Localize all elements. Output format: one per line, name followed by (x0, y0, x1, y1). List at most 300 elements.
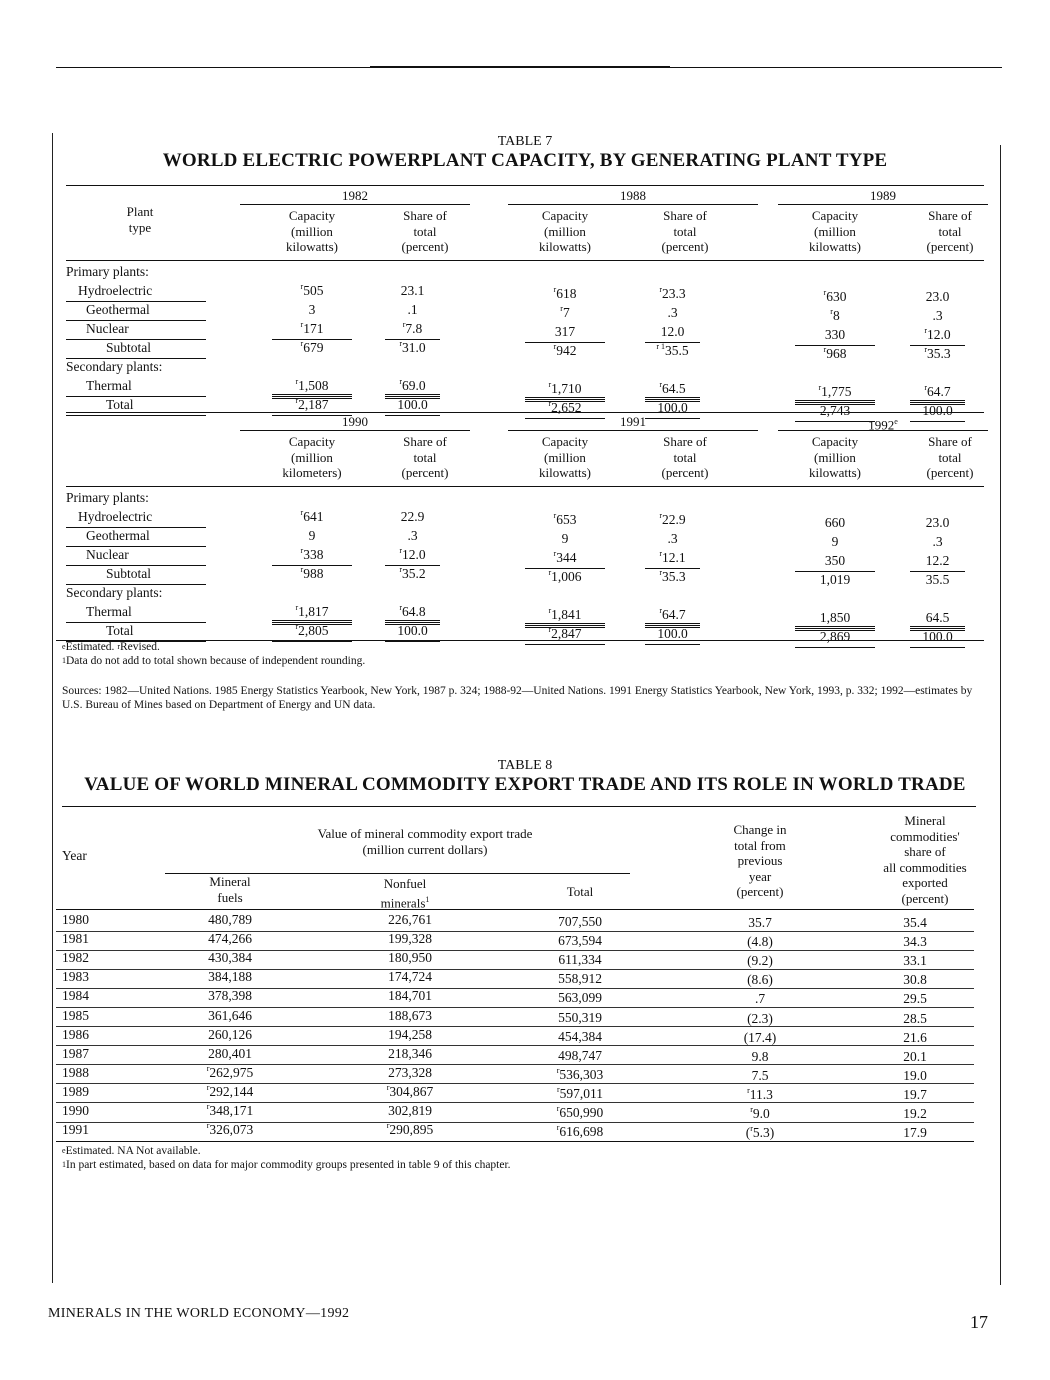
table8-nonfuel-header (340, 876, 470, 910)
table7-footnote-1: $^e$Estimated. $^r$Revised. (62, 641, 160, 653)
table8-cell-r9-c3: $^r$597,011 (556, 1084, 604, 1101)
table7-top-share-header-0-line: (percent) (401, 239, 449, 254)
table7-bottom-year-rule-1 (508, 430, 758, 431)
table7-bottom-total-under-rule-3 (645, 644, 700, 645)
table8-share-header (860, 813, 990, 906)
table7-bottom-share-header-0 (370, 434, 480, 481)
table8-cell-r10-c1: $^r$348,171 (206, 1102, 254, 1118)
table7-top-cell-r1-c2: $^r$7 (560, 304, 570, 320)
table7-top-row-label-3: Nuclear (86, 321, 129, 336)
table7-bottom-cell-r1-c0: 9 (308, 528, 316, 543)
table7-top-row-label-4: Subtotal (106, 340, 152, 355)
table8-cell-r3-c3: 558,912 (558, 971, 602, 987)
table7-bottom-cell-r2-c5: 12.2 (925, 553, 950, 568)
table7-bottom-cell-r2-c1: $^r$12.0 (399, 546, 426, 562)
table7-bottom-share-header-0-line: total (413, 449, 437, 465)
table7-top-capacity-header-2 (775, 208, 895, 255)
table7-top-share-header-2-line: total (938, 223, 962, 239)
table7-bottom-cell-r5-c1: 100.0 (397, 623, 428, 638)
table7-top-total-double-rule-4 (795, 402, 875, 405)
table7-top-cell-r1-c0: 3 (308, 302, 316, 317)
table8-fuels-header-line: fuels (217, 889, 243, 905)
table8-nonfuel-header-line: minerals$^1$ (380, 894, 430, 910)
table8-value-header (240, 826, 610, 857)
table7-top-cell-r1-c3: .3 (667, 305, 678, 320)
table7-top-capacity-header-1-line: Capacity (541, 208, 589, 223)
table7-bottom-cell-r5-c2: $^r$2,847 (548, 625, 582, 641)
table7-bottom-cell-r5-c5: 100.0 (922, 629, 953, 644)
table8-value-header-line: (million current dollars) (362, 841, 488, 857)
table7-bottom-capacity-header-0-line: (million (291, 449, 333, 465)
table8-cell-r4-c5: 29.5 (903, 991, 927, 1007)
table8-cell-r4-c4: .7 (754, 991, 766, 1007)
table8-cell-r0-c4: 35.7 (748, 915, 772, 930)
table8-cell-r1-c2: 199,328 (388, 931, 432, 947)
table7-bottom-cell-r2-c3: $^r$12.1 (659, 549, 686, 565)
table7-top-share-header-2-line: (percent) (926, 239, 974, 254)
table8-top-rule (62, 806, 976, 807)
table7-bottom-row-label-2: Geothermal (86, 528, 150, 543)
table8-cell-r3-c1: 384,188 (208, 969, 252, 985)
table7-bottom-thermal-rule-3 (645, 623, 700, 624)
table8-cell-r8-c0: 1988 (62, 1064, 89, 1080)
table8-cell-r8-c3: $^r$536,303 (556, 1065, 604, 1082)
table7-top-cell-r5-c5: 100.0 (922, 403, 953, 418)
table8-cell-r10-c4: $^r$9.0 (750, 1105, 770, 1121)
table7-top-cell-r2-c4: 330 (824, 327, 846, 342)
table7-bottom-cell-r1-c2: 9 (561, 531, 569, 546)
table7-bottom-total-under-rule-0 (272, 641, 352, 642)
table7-top-share-header-0-line: total (413, 223, 437, 239)
table7-bottom-share-header-1-line: (percent) (661, 465, 709, 480)
table8-fuels-header-line: Mineral (209, 874, 251, 889)
table8-cell-r2-c2: 180,950 (388, 950, 432, 966)
table7-plant-type-header-line: Plant (126, 204, 154, 219)
table8-cell-r10-c0: 1990 (62, 1103, 89, 1118)
table7-top-cell-r3-c1: $^r$31.0 (399, 339, 426, 355)
left-margin-rule (52, 133, 53, 1283)
table7-bottom-subtotal-rule-4 (795, 571, 875, 572)
table8-cell-r3-c2: 174,724 (388, 969, 432, 985)
table7-bottom-share-header-2-line: Share of (928, 434, 972, 449)
table8-cell-r6-c4: (17.4) (743, 1029, 777, 1045)
table7-top-thermal-rule-3 (645, 397, 700, 398)
table7-top-row-label-7: Total (106, 397, 134, 412)
table7-top-share-header-2 (895, 208, 1005, 255)
table7-bottom-cell-r3-c3: $^r$35.3 (659, 568, 686, 584)
table7-bottom-cell-r5-c4: 2,869 (819, 629, 851, 644)
table8-cell-r3-c0: 1983 (62, 969, 89, 985)
table7-bottom-cell-r1-c4: 9 (831, 534, 839, 549)
table8-change-header-line: previous (737, 853, 783, 868)
table7-footnote-2: $^1$Data do not add to total shown because of independent rounding. (62, 655, 366, 667)
table8-cell-r2-c5: 33.1 (903, 953, 927, 969)
table8-cell-r0-c2: 226,761 (388, 912, 432, 927)
table8-cell-r0-c0: 1980 (62, 912, 89, 927)
table7-bottom-share-header-2-line: total (938, 449, 962, 465)
table7-bottom-capacity-header-2 (775, 434, 895, 481)
table7-top-share-header-1-line: (percent) (661, 239, 709, 254)
table7-bottom-thermal-rule-0 (272, 620, 352, 621)
table8-cell-r7-c0: 1987 (62, 1045, 89, 1061)
table7-top-row-label-0: Primary plants: (66, 264, 149, 279)
table8-cell-r4-c2: 184,701 (388, 988, 432, 1004)
table7-top-capacity-header-0-line: (million (291, 223, 333, 239)
table7-bottom-total-double-rule-1 (385, 622, 440, 625)
table7-top-thermal-rule-0 (272, 394, 352, 395)
table8-cell-r5-c0: 1985 (62, 1007, 89, 1023)
table8-cell-r5-c5: 28.5 (903, 1010, 927, 1026)
table7-bottom-cell-r1-c1: .3 (407, 528, 418, 543)
table7-bottom-share-header-0-line: Share of (403, 434, 447, 449)
table8-cell-r7-c4: 9.8 (751, 1048, 769, 1064)
table7-top-year-rule-1 (508, 204, 758, 205)
table7-top-year-rule-0 (240, 204, 470, 205)
table7-top-cell-r3-c4: $^r$968 (823, 345, 847, 361)
table7-top-row-label-5: Secondary plants: (66, 359, 163, 374)
table8-cell-r2-c1: 430,384 (208, 950, 252, 966)
table7-bottom-header-bottom-rule (66, 486, 984, 487)
top-rule-thick (370, 66, 670, 68)
table7-top-cell-r3-c3: $^{r 1}$35.5 (656, 342, 689, 358)
table8-share-header-line: share of (904, 844, 946, 859)
table7-number: TABLE 7 (497, 134, 553, 149)
table7-top-share-header-0 (370, 208, 480, 255)
table7-top-cell-r3-c0: $^r$679 (300, 339, 324, 355)
table8-cell-r9-c0: 1989 (62, 1083, 89, 1099)
table7-bottom-share-header-0-line: (percent) (401, 465, 449, 480)
table8-total-header: Total (566, 884, 594, 899)
table8-share-header-line: commodities' (890, 828, 960, 844)
table8-cell-r0-c5: 35.4 (903, 915, 927, 930)
table7-bottom-rule (56, 640, 984, 641)
table8-cell-r1-c3: 673,594 (558, 933, 602, 949)
table8-cell-r8-c5: 19.0 (903, 1067, 927, 1083)
table7-bottom-share-header-2 (895, 434, 1005, 481)
table8-cell-r8-c4: 7.5 (751, 1067, 769, 1083)
table7-top-cell-r4-c2: $^r$1,710 (548, 380, 582, 396)
table8-cell-r5-c2: 188,673 (388, 1007, 432, 1023)
table7-top-total-double-rule-0 (272, 396, 352, 399)
table7-top-label-underline-7 (66, 415, 206, 416)
table8-footnote-2: $^1$In part estimated, based on data for major commodity groups presented in table 9 of this chapter. (62, 1159, 511, 1171)
table7-bottom-cell-r3-c0: $^r$988 (300, 565, 324, 581)
table7-bottom-cell-r0-c0: $^r$641 (300, 508, 324, 524)
table7-bottom-total-under-rule-5 (910, 647, 965, 648)
table7-top-thermal-rule-1 (385, 394, 440, 395)
table7-mid-rule (66, 412, 984, 413)
table7-bottom-year-1: 1991 (620, 414, 646, 429)
table7-top-subtotal-rule-3 (645, 342, 700, 343)
table7-top-cell-r3-c5: $^r$35.3 (924, 345, 951, 361)
table8-cell-r5-c1: 361,646 (208, 1007, 252, 1023)
table8-cell-r11-c4: ($^r$5.3) (745, 1124, 775, 1141)
table7-title: WORLD ELECTRIC POWERPLANT CAPACITY, BY GENERATING PLANT TYPE (162, 150, 888, 171)
table7-bottom-total-double-rule-3 (645, 625, 700, 628)
table7-bottom-cell-r4-c4: 1,850 (819, 610, 851, 625)
table7-bottom-thermal-rule-2 (525, 623, 605, 624)
table7-bottom-capacity-header-0-line: kilometers) (282, 465, 342, 480)
table8-nonfuel-header-line: Nonfuel (383, 876, 427, 891)
table7-top-thermal-rule-4 (795, 400, 875, 401)
table7-bottom-share-header-2-line: (percent) (926, 465, 974, 480)
table7-bottom-capacity-header-0 (252, 434, 372, 481)
table7-top-capacity-header-2-line: kilowatts) (809, 239, 861, 254)
table8-share-header-line: exported (902, 875, 948, 890)
table7-top-row-label-6: Thermal (86, 378, 132, 393)
table7-top-label-underline-6 (66, 396, 206, 397)
table7-bottom-share-header-1-line: total (673, 449, 697, 465)
table7-top-cell-r1-c5: .3 (932, 308, 943, 323)
table8-cell-r5-c4: (2.3) (747, 1010, 773, 1026)
table7-bottom-cell-r5-c0: $^r$2,805 (295, 622, 329, 638)
table8-share-header-line: all commodities (883, 859, 967, 875)
table7-top-share-header-0-line: Share of (403, 208, 447, 223)
table7-bottom-year-2: 1992e (868, 417, 898, 433)
table8-cell-r11-c0: 1991 (62, 1122, 89, 1138)
table7-bottom-cell-r4-c2: $^r$1,841 (548, 606, 582, 622)
table8-cell-r10-c5: 19.2 (903, 1106, 927, 1121)
table7-top-cell-r5-c1: 100.0 (397, 397, 428, 412)
table8-cell-r3-c4: (8.6) (747, 972, 773, 988)
table8-share-header-line: Mineral (904, 813, 946, 828)
table7-top-cell-r2-c3: 12.0 (660, 324, 685, 339)
table7-top-cell-r5-c0: $^r$2,187 (295, 396, 329, 412)
table8-cell-r6-c0: 1986 (62, 1026, 89, 1042)
table7-top-rule (66, 185, 984, 186)
table8-cell-r9-c5: 19.7 (903, 1086, 927, 1102)
table8-cell-r1-c0: 1981 (62, 931, 89, 947)
table8-fuels-header (170, 874, 290, 905)
table7-top-subtotal-rule-5 (910, 345, 965, 346)
table7-bottom-cell-r1-c3: .3 (667, 531, 678, 546)
table7-top-cell-r0-c0: $^r$505 (300, 282, 324, 298)
table8-cell-r11-c2: $^r$290,895 (386, 1121, 434, 1138)
table8-cell-r1-c5: 34.3 (903, 934, 927, 950)
table7-top-cell-r4-c5: $^r$64.7 (924, 383, 951, 399)
table7-bottom-subtotal-rule-1 (385, 565, 440, 566)
table7-top-capacity-header-0-line: Capacity (288, 208, 336, 223)
table8-cell-r1-c4: (4.8) (747, 934, 773, 950)
table7-top-cell-r0-c3: $^r$23.3 (659, 285, 686, 301)
table7-bottom-row-label-5: Secondary plants: (66, 585, 163, 600)
table7-bottom-row-label-7: Total (106, 623, 134, 638)
table7-bottom-year-rule-2 (778, 430, 988, 431)
table7-top-capacity-header-0 (252, 208, 372, 255)
table7-top-cell-r3-c2: $^r$942 (553, 342, 577, 358)
table7-top-cell-r0-c2: $^r$618 (553, 285, 577, 301)
table8-cell-r11-c3: $^r$616,698 (556, 1123, 604, 1140)
table7-bottom-cell-r2-c4: 350 (824, 553, 846, 568)
table7-bottom-cell-r4-c5: 64.5 (925, 610, 950, 625)
table7-bottom-cell-r0-c3: $^r$22.9 (659, 511, 686, 527)
table8-cell-r11-c5: 17.9 (903, 1125, 927, 1141)
table7-bottom-total-under-rule-2 (525, 644, 605, 645)
table7-top-row-label-1: Hydroelectric (78, 283, 153, 298)
table8-cell-r6-c1: 260,126 (208, 1026, 252, 1042)
table7-top-share-header-1 (630, 208, 740, 255)
table7-bottom-total-double-rule-5 (910, 628, 965, 631)
table7-top-share-header-1-line: Share of (663, 208, 707, 223)
table7-bottom-cell-r2-c0: $^r$338 (300, 546, 324, 562)
table7-top-cell-r1-c4: $^r$8 (830, 307, 840, 323)
table7-top-cell-r0-c4: $^r$630 (823, 288, 847, 304)
table7-top-thermal-rule-5 (910, 400, 965, 401)
table7-bottom-subtotal-rule-5 (910, 571, 965, 572)
running-title: MINERALS IN THE WORLD ECONOMY—1992 (48, 1306, 350, 1321)
table7-bottom-cell-r0-c4: 660 (824, 515, 846, 530)
table7-bottom-cell-r5-c3: 100.0 (657, 626, 688, 641)
table7-top-total-double-rule-5 (910, 402, 965, 405)
table7-bottom-row-label-3: Nuclear (86, 547, 129, 562)
table7-top-capacity-header-2-line: Capacity (811, 208, 859, 223)
table7-top-cell-r1-c1: .1 (407, 302, 418, 317)
table7-top-subtotal-rule-4 (795, 345, 875, 346)
table7-bottom-cell-r2-c2: $^r$344 (553, 549, 577, 565)
table8-cell-r1-c1: 474,266 (208, 931, 252, 947)
table7-bottom-cell-r3-c5: 35.5 (925, 572, 950, 587)
table7-bottom-year-rule-0 (240, 430, 470, 431)
table7-bottom-capacity-header-1-line: kilowatts) (539, 465, 591, 480)
table7-top-cell-r5-c2: $^r$2,652 (548, 399, 582, 415)
table7-bottom-thermal-rule-4 (795, 626, 875, 627)
table8-cell-r11-c1: $^r$326,073 (206, 1121, 254, 1138)
table7-top-year-0: 1982 (342, 188, 368, 203)
table7-bottom-share-header-1-line: Share of (663, 434, 707, 449)
table8-cell-r2-c3: 611,334 (558, 952, 602, 968)
table8-cell-r8-c1: $^r$262,975 (206, 1063, 254, 1080)
table8-cell-r4-c0: 1984 (62, 988, 89, 1004)
table7-top-capacity-header-0-line: kilowatts) (286, 239, 338, 254)
table7-bottom-capacity-header-2-line: kilowatts) (809, 465, 861, 480)
table7-bottom-thermal-rule-1 (385, 620, 440, 621)
table7-top-total-double-rule-3 (645, 399, 700, 402)
right-margin-rule (1000, 145, 1001, 1285)
table7-bottom-total-double-rule-4 (795, 628, 875, 631)
table7-bottom-total-under-rule-4 (795, 647, 875, 648)
table8-change-header-line: total from (734, 837, 786, 853)
table7-top-capacity-header-1 (505, 208, 625, 255)
table7-bottom-cell-r3-c4: 1,019 (819, 572, 851, 587)
table7-top-year-2: 1989 (870, 188, 896, 203)
table7-bottom-year-0: 1990 (342, 414, 368, 429)
table7-top-subtotal-rule-2 (525, 342, 605, 343)
table7-top-cell-r2-c0: $^r$171 (300, 320, 324, 336)
table8-change-header (705, 822, 815, 900)
table7-bottom-cell-r3-c1: $^r$35.2 (399, 565, 426, 581)
table8-cell-r7-c2: 218,346 (388, 1045, 432, 1061)
table8-header-bottom-rule (56, 909, 974, 910)
table8-cell-r7-c3: 498,747 (558, 1047, 602, 1063)
table7-plant-type-header-line: type (128, 219, 152, 235)
table7-top-capacity-header-1-line: kilowatts) (539, 239, 591, 254)
table7-top-cell-r0-c5: 23.0 (925, 289, 950, 304)
table8-footnote-1: $^e$Estimated. NA Not available. (62, 1145, 201, 1157)
table7-top-cell-r4-c3: $^r$64.5 (659, 380, 686, 396)
table8-cell-r3-c5: 30.8 (903, 972, 927, 988)
table7-bottom-cell-r4-c1: $^r$64.8 (399, 603, 426, 619)
table7-bottom-cell-r4-c0: $^r$1,817 (295, 603, 329, 619)
table8-share-header-line: (percent) (901, 890, 949, 906)
table7-bottom-row-label-0: Primary plants: (66, 490, 149, 505)
table7-bottom-row-label-4: Subtotal (106, 566, 152, 581)
table8-change-header-line: (percent) (736, 884, 784, 899)
table8-cell-r6-c5: 21.6 (903, 1029, 927, 1045)
table8-cell-r9-c4: $^r$11.3 (747, 1085, 773, 1102)
table8-cell-r6-c2: 194,258 (388, 1026, 432, 1042)
table7-bottom-cell-r3-c2: $^r$1,006 (548, 568, 582, 584)
table7-top-row-label-2: Geothermal (86, 302, 150, 317)
table7-bottom-cell-r0-c1: 22.9 (400, 509, 425, 524)
table7-bottom-capacity-header-1 (505, 434, 625, 481)
table7-bottom-thermal-rule-5 (910, 626, 965, 627)
table7-top-year-1: 1988 (620, 188, 646, 203)
table7-bottom-capacity-header-0-line: Capacity (288, 434, 336, 449)
table7-bottom-total-under-rule-1 (385, 641, 440, 642)
table7-bottom-capacity-header-1-line: Capacity (541, 434, 589, 449)
table7-bottom-cell-r4-c3: $^r$64.7 (659, 606, 686, 622)
table7-top-year-rule-2 (778, 204, 988, 205)
table7-top-share-header-1-line: total (673, 223, 697, 239)
table8-change-header-line: Change in (733, 822, 787, 837)
table7-bottom-subtotal-rule-2 (525, 568, 605, 569)
table8-cell-r6-c3: 454,384 (558, 1028, 602, 1044)
table7-top-cell-r2-c2: 317 (554, 324, 576, 339)
table7-bottom-total-double-rule-0 (272, 622, 352, 625)
table7-bottom-subtotal-rule-3 (645, 568, 700, 569)
table7-bottom-row-label-6: Thermal (86, 604, 132, 619)
table7-bottom-share-header-1 (630, 434, 740, 481)
table7-bottom-row-label-1: Hydroelectric (78, 509, 153, 524)
table7-bottom-capacity-header-2-line: (million (814, 449, 856, 465)
table7-top-capacity-header-1-line: (million (544, 223, 586, 239)
table8-cell-r5-c3: 550,319 (558, 1009, 602, 1025)
table8-cell-r9-c1: $^r$292,144 (206, 1082, 254, 1099)
table8-cell-r4-c1: 378,398 (208, 988, 252, 1004)
table8-cell-r10-c2: 302,819 (388, 1103, 432, 1118)
table8-cell-r10-c3: $^r$650,990 (556, 1104, 604, 1120)
table7-top-total-double-rule-2 (525, 399, 605, 402)
table8-cell-r9-c2: $^r$304,867 (386, 1082, 434, 1099)
table8-cell-r4-c3: 563,099 (558, 990, 602, 1006)
table8-cell-r2-c0: 1982 (62, 950, 89, 966)
table7-bottom-label-underline-6 (66, 622, 206, 623)
table8-cell-r8-c2: 273,328 (388, 1064, 432, 1080)
table7-top-header-bottom-rule (66, 260, 984, 261)
table8-cell-r2-c4: (9.2) (747, 953, 773, 969)
table7-top-cell-r0-c1: 23.1 (400, 283, 425, 298)
table7-top-capacity-header-2-line: (million (814, 223, 856, 239)
table8-cell-r7-c5: 20.1 (903, 1048, 927, 1064)
table7-top-thermal-rule-2 (525, 397, 605, 398)
table7-top-cell-r4-c1: $^r$69.0 (399, 377, 426, 393)
table8-number: TABLE 8 (497, 758, 553, 773)
table7-bottom-subtotal-rule-0 (272, 565, 352, 566)
table7-top-cell-r2-c5: $^r$12.0 (924, 326, 951, 342)
table7-bottom-capacity-header-2-line: Capacity (811, 434, 859, 449)
table7-top-cell-r5-c4: 2,743 (819, 403, 851, 418)
table7-bottom-cell-r1-c5: .3 (932, 534, 943, 549)
table7-top-total-double-rule-1 (385, 396, 440, 399)
table8-title: VALUE OF WORLD MINERAL COMMODITY EXPORT TRADE AND ITS ROLE IN WORLD TRADE (84, 774, 966, 795)
table7-top-subtotal-rule-1 (385, 339, 440, 340)
table8-cell-r0-c3: 707,550 (558, 914, 602, 929)
table7-top-cell-r5-c3: 100.0 (657, 400, 688, 415)
table8-year-header: Year (62, 848, 87, 863)
table7-top-cell-r2-c1: $^r$7.8 (402, 320, 423, 336)
table8-change-header-line: year (748, 868, 772, 884)
table7-sources: Sources: 1982—United Nations. 1985 Energy Statistics Yearbook, New York, 1987 p. 324; 1988-92—United Nations. 1991 Energy Statistics Yearbook, New York, 1993, p. 332; 1992—estimates by U.S. Bureau of Mines based on Department of Energy and UN data. (62, 685, 973, 711)
